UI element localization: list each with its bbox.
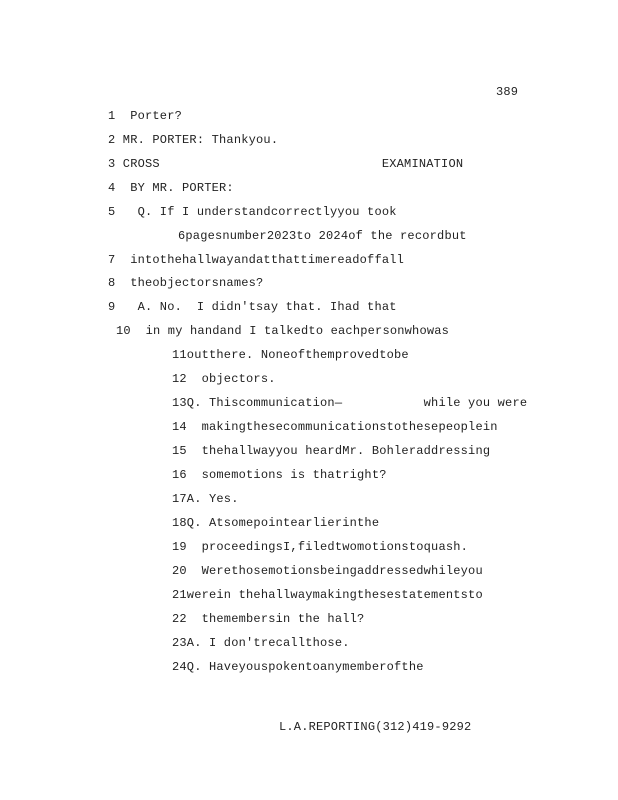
transcript-line-4: 4 BY MR. PORTER: (108, 181, 234, 195)
transcript-line-8: 8 theobjectorsnames? (108, 276, 264, 290)
transcript-line-15: 15 thehallwayyou heardMr. Bohleraddressing (172, 444, 491, 458)
transcript-line-17: 17A. Yes. (172, 492, 239, 506)
transcript-line-11: 11outthere. Noneofthemprovedtobe (172, 348, 409, 362)
transcript-line-20: 20 Werethosemotionsbeingaddressedwhileyou (172, 564, 483, 578)
transcript-line-13: 13Q. Thiscommunication— while you were (172, 396, 528, 410)
transcript-line-24: 24Q. Haveyouspokentoanymemberofthe (172, 660, 424, 674)
transcript-line-21: 21werein thehallwaymakingthesestatementsto (172, 588, 483, 602)
transcript-line-1: 1 Porter? (108, 109, 183, 123)
reporter-footer: L.A.REPORTING(312)419-9292 (279, 720, 472, 734)
transcript-line-18: 18Q. Atsomepointearlierinthe (172, 516, 380, 530)
page-number: 389 (496, 85, 519, 99)
transcript-line-23: 23A. I don'trecallthose. (172, 636, 350, 650)
transcript-line-14: 14 makingthesecommunicationstothesepeoplein (172, 420, 498, 434)
transcript-line-16: 16 somemotions is thatright? (172, 468, 387, 482)
transcript-line-10: 10 in my handand I talkedto eachpersonwhowas (116, 324, 450, 338)
transcript-line-7: 7 intothehallwayandatthattimereadoffall (108, 253, 405, 267)
transcript-line-12: 12 objectors. (172, 372, 276, 386)
transcript-line-3: 3 CROSS EXAMINATION (108, 157, 464, 171)
transcript-line-19: 19 proceedingsI,filedtwomotionstoquash. (172, 540, 469, 554)
transcript-line-9: 9 A. No. I didn'tsay that. Ihad that (108, 300, 397, 314)
transcript-line-22: 22 themembersin the hall? (172, 612, 365, 626)
transcript-line-6: 6pagesnumber2023to 2024of the recordbut (178, 229, 467, 243)
transcript-line-5: 5 Q. If I understandcorrectlyyou took (108, 205, 397, 219)
transcript-line-2: 2 MR. PORTER: Thankyou. (108, 133, 279, 147)
